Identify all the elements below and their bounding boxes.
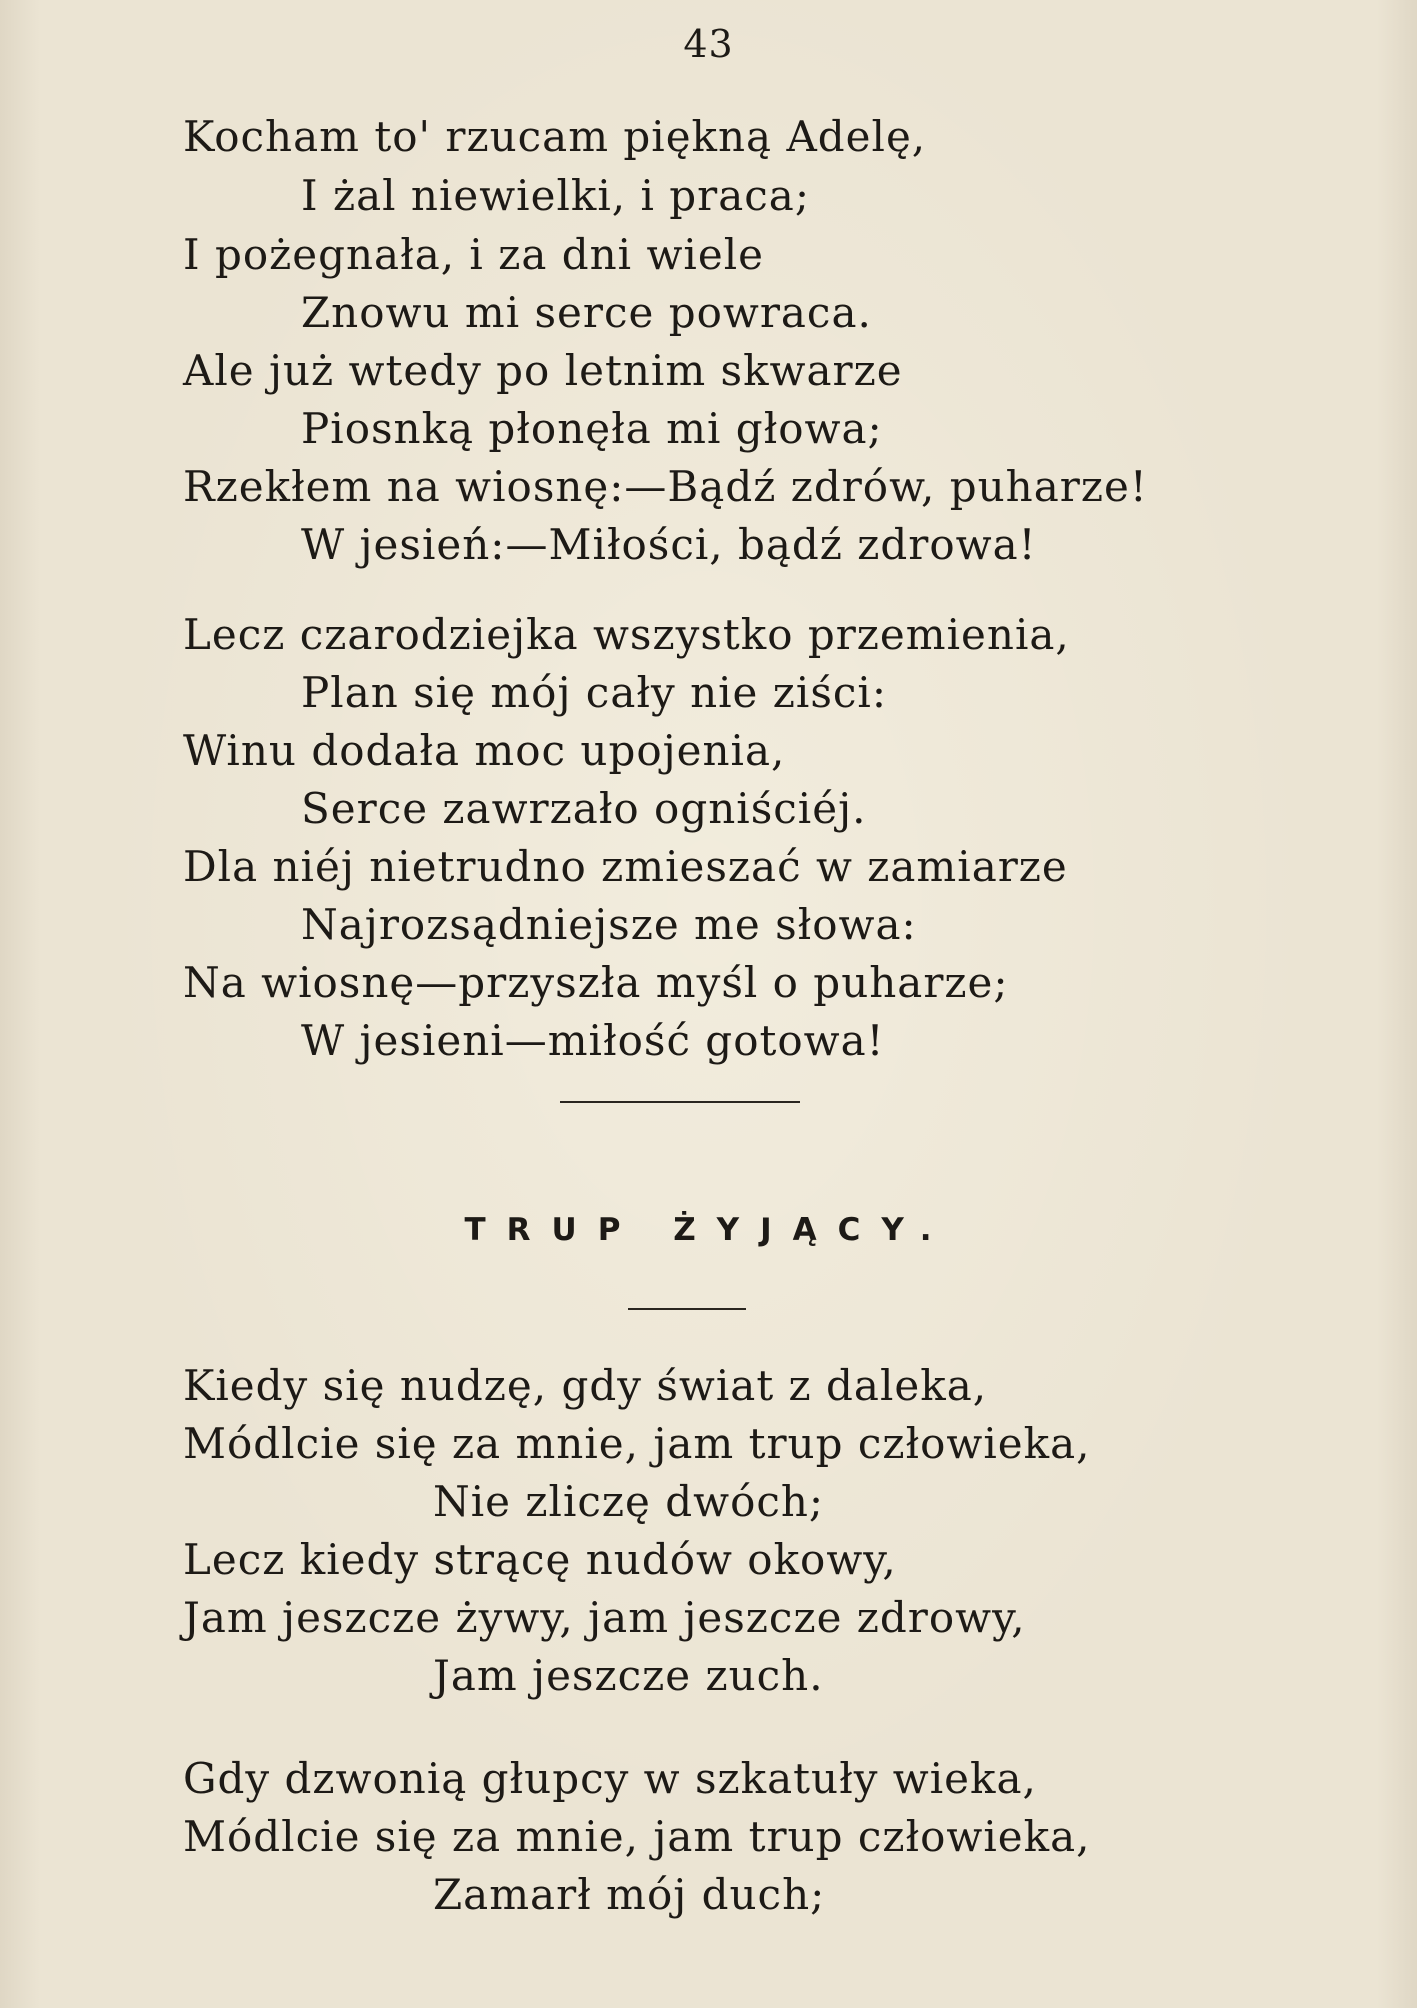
poem-line: Jam jeszcze zuch. [433, 1651, 824, 1700]
poem-line: Módlcie się za mnie, jam trup człowieka, [183, 1812, 1091, 1861]
poem-line: I pożegnała, i za dni wiele [183, 230, 764, 279]
poem-line: W jesieni—miłość gotowa! [301, 1016, 885, 1065]
poem-line: Gdy dzwonią głupcy w szkatuły wieka, [183, 1754, 1037, 1803]
poem-line: Zamarł mój duch; [433, 1870, 826, 1919]
page-number: 43 [683, 22, 734, 66]
poem-line: Kocham to' rzucam piękną Adelę, [183, 112, 927, 161]
poem-line: Piosnką płonęła mi głowa; [301, 404, 883, 453]
poem-line: Kiedy się nudzę, gdy świat z daleka, [183, 1361, 988, 1410]
poem-line: Jam jeszcze żywy, jam jeszcze zdrowy, [183, 1593, 1026, 1642]
poem-line: Najrozsądniejsze me słowa: [301, 900, 917, 949]
poem-line: Lecz czarodziejka wszystko przemienia, [183, 610, 1070, 659]
poem-line: Znowu mi serce powraca. [301, 288, 872, 337]
poem-title: TRUP ŻYJĄCY. [464, 1212, 953, 1248]
title-divider [628, 1308, 746, 1310]
poem-line: Winu dodała moc upojenia, [183, 726, 786, 775]
poem-line: Dla niéj nietrudno zmieszać w zamiarze [183, 842, 1068, 891]
poem-line: Módlcie się za mnie, jam trup człowieka, [183, 1419, 1091, 1468]
poem-line: W jesień:—Miłości, bądź zdrowa! [301, 520, 1037, 569]
poem-line: Na wiosnę—przyszła myśl o puharze; [183, 958, 1009, 1007]
poem-line: Plan się mój cały nie ziści: [301, 668, 887, 717]
poem-line: I żal niewielki, i praca; [301, 171, 810, 220]
poem-line: Ale już wtedy po letnim skwarze [183, 346, 903, 395]
poem-line: Serce zawrzało ogniściéj. [301, 784, 867, 833]
poem-line: Lecz kiedy strącę nudów okowy, [183, 1535, 897, 1584]
poem-line: Nie zliczę dwóch; [433, 1477, 825, 1526]
section-divider [560, 1101, 800, 1103]
poem-line: Rzekłem na wiosnę:—Bądź zdrów, puharze! [183, 462, 1148, 511]
